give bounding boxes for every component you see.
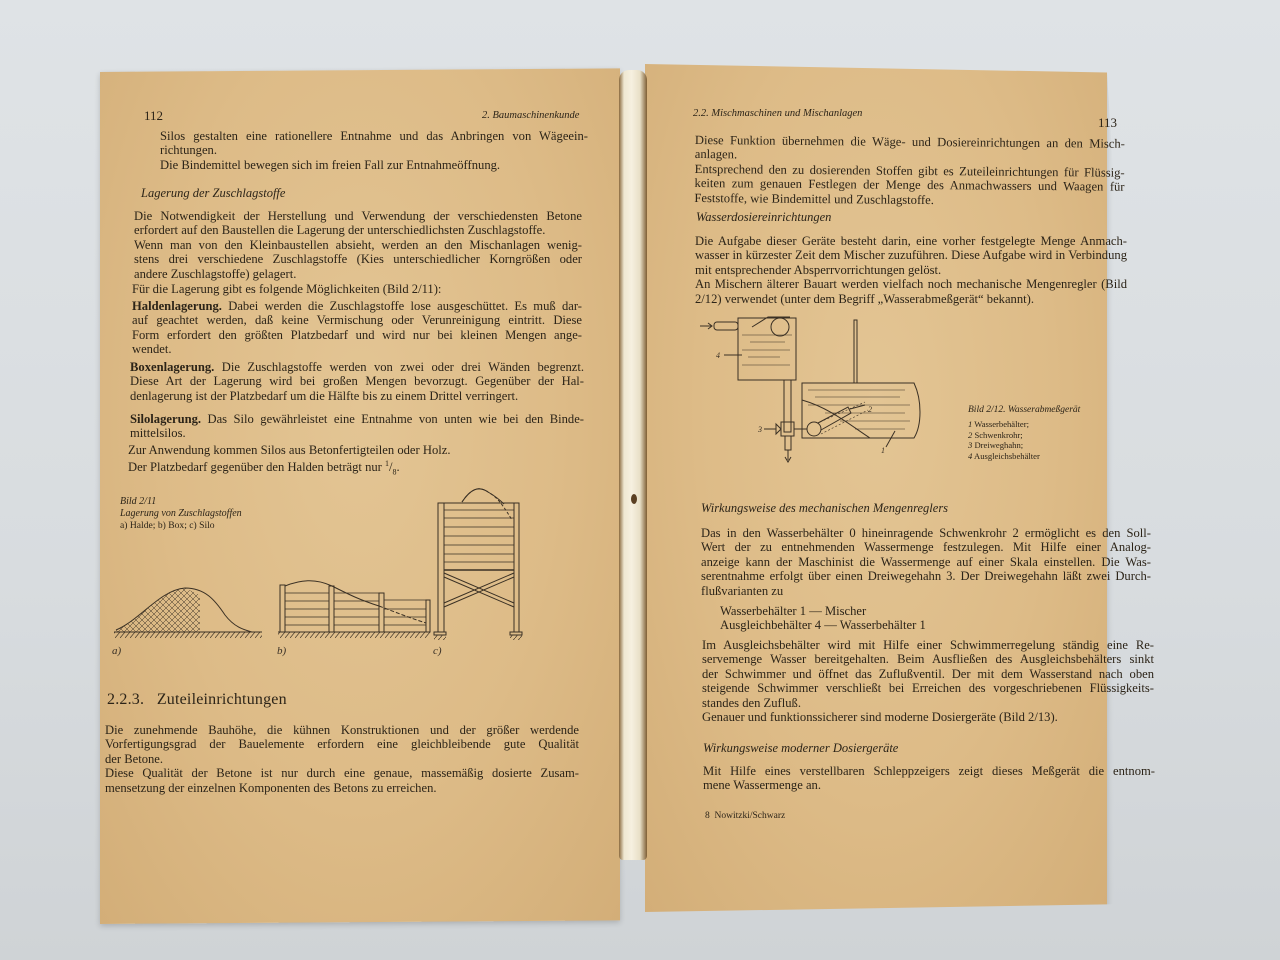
section-title: Zuteileinrichtungen	[156, 691, 287, 708]
section-number: 2.2.3.	[107, 691, 145, 708]
callout-2: 2	[868, 405, 872, 414]
paragraph-notwendigkeit: Die Notwendigkeit der Herstellung und Verwendung der verschiedensten Betone erfordert auf den Baustellen die Lagerung der unterschiedlichsten Zuschlagstoffe. Wenn man von den Kleinbaustellen absieht, werden an den Mischanlagen wenig- stens drei verschiedene Zuschlagstoffe (Kies unterschiedlicher Korngrößen oder andere Zuschlagstoffe) gelagert.	[134, 209, 582, 281]
paragraph-silolagerung: Silolagerung. Das Silo gewährleistet eine Entnahme von unten wie bei den Binde- mittelsilos.	[130, 412, 584, 441]
page-number-left: 112	[144, 108, 164, 123]
legend-item-4: 4 Ausgleichsbehälter	[968, 450, 1040, 461]
figure-2-12-title: Bild 2/12. Wasserabmeßgerät	[968, 405, 1081, 415]
legend-item-2: 2 Schwenkrohr;	[968, 429, 1023, 440]
intro-paragraph: Silos gestalten eine rationellere Entnahme und das Anbringen von Wägeein- richtungen. Die Bindemittel bewegen sich im freien Fall zur Entnahmeöffnung.	[160, 129, 588, 172]
paragraph-funktion: Diese Funktion übernehmen die Wäge- und Dosiereinrichtungen an den Misch- anlagen. Entsprechend den zu dosierenden Stoffen gibt es Zuteileinrichtungen für Flüssig- keiten zum genauen Festlegen der Menge des Anmachwassers und Waagen für Feststoffe, wie Bindemittel und Zuschlagstoffe.	[694, 133, 1125, 207]
paragraph-schwenkrohr: Das in den Wasserbehälter 0 hineinragende Schwenkrohr 2 ermöglicht es den Soll- Wert der zu entnehmenden Wassermenge festzulegen. Mit Hilfe einer Analog- anzeige kann der Maschinist die Wassermenge auf einer Skala einstellen. Die Was- serentnahme erfolgt über einen Dreiwegehahn 3. Der Dreiwegehahn läßt zwei Durch- flußvarianten zu	[701, 526, 1151, 598]
spine-hole	[631, 494, 637, 504]
callout-4: 4	[716, 351, 720, 360]
paragraph-moeglichkeiten: Für die Lagerung gibt es folgende Möglichkeiten (Bild 2/11):	[132, 282, 442, 296]
figure-label-a: a)	[112, 645, 122, 657]
section-heading	[107, 691, 287, 709]
signature-mark: 8 Nowitzki/Schwarz	[705, 811, 786, 821]
page-number-right: 113	[1098, 115, 1118, 130]
figure-label-b: b)	[277, 645, 287, 657]
paragraph-silos-holz: Zur Anwendung kommen Silos aus Betonfertigteilen oder Holz. Der Platzbedarf gegenüber den Halden beträgt nur $^1/_8$.	[128, 443, 451, 478]
paragraph-boxenlagerung: Boxenlagerung. Die Zuschlagstoffe werden von zwei oder drei Wänden begrenzt. Diese Art der Lagerung wird bei großen Mengen bevorzugt. Gegenüber der Hal- denlagerung ist der Platzbedarf um die Hälfte bis zu einem Drittel verringert.	[130, 360, 584, 403]
book-spine	[619, 70, 647, 860]
figure-2-11-caption: Bild 2/11 Lagerung von Zuschlagstoffen a) Halde; b) Box; c) Silo	[120, 496, 242, 531]
flow-variant: Wasserbehälter 1 — Mischer	[720, 604, 867, 618]
legend-item-1: 1 Wasserbehälter;	[968, 419, 1029, 429]
figure-2-12-drawing	[690, 310, 970, 480]
paragraph-bauhoehe: Die zunehmende Bauhöhe, die kühnen Konstruktionen und der größer werdende Vorfertigungsgrad der Bauelemente erfordern eine gleichbleibende gute Qualität der Betone. Diese Qualität der Betone ist nur durch eine genaue, massemäßig dosierte Zusam- mensetzung der einzelnen Komponenten des Betons zu erreichen.	[105, 723, 579, 795]
subheading-lagerung: Lagerung der Zuschlagstoffe	[141, 186, 286, 200]
subheading-modern: Wirkungsweise moderner Dosiergeräte	[703, 741, 899, 755]
figure-label-c: c)	[433, 645, 442, 657]
paragraph-ausgleichsbehaelter: Im Ausgleichsbehälter wird mit Hilfe einer Schwimmerregelung ständig eine Re- servemenge Wasser bereitgehalten. Beim Ausfließen des Ausgleichsbehälters sinkt der Schwimmer und öffnet das Zuflußventil. Der mit dem Wasserstand nach oben steigende Schwimmer verschließt bei Erreichen des vorgeschriebenen Flüssigkeits- standes den Zufluß. Genauer und funktionssicherer sind moderne Dosiergeräte (Bild 2/13).	[702, 638, 1154, 725]
callout-1: 1	[881, 446, 885, 455]
figure-2-12-caption	[968, 404, 1080, 461]
legend-item-3: 3 Dreiweghahn;	[968, 440, 1024, 450]
term-boxenlagerung: Boxenlagerung.	[130, 360, 215, 374]
paragraph-schleppzeiger: Mit Hilfe eines verstellbaren Schleppzeigers zeigt dieses Meßgerät die entnom- mene Wassermenge an.	[703, 764, 1155, 793]
flow-variants-list	[720, 604, 1020, 633]
subheading-mechanisch: Wirkungsweise des mechanischen Mengenreglers	[701, 501, 949, 515]
running-head-right: 2.2. Mischmaschinen und Mischanlagen	[693, 108, 863, 119]
term-silolagerung: Silolagerung.	[130, 412, 202, 426]
paragraph-aufgabe: Die Aufgabe dieser Geräte besteht darin, eine vorher festgelegte Menge Anmach- wasser in kürzester Zeit dem Mischer zuzuführen. Diese Aufgabe wird in Verbindung mit entsprechender Absperrvorrichtungen gelöst. An Mischern älterer Bauart werden vielfach noch mechanische Mengenregler (Bild 2/12) verwendet (unter dem Begriff „Wasserabmeßgerät“ bekannt).	[695, 234, 1127, 306]
figure-2-11-drawing	[100, 470, 600, 670]
paragraph-haldenlagerung: Haldenlagerung. Dabei werden die Zuschlagstoffe lose ausgeschüttet. Es muß dar- auf geachtet werden, daß keine Vermischung oder Verunreinigung eintritt. Diese Form erfordert den größten Platzbedarf und wird nur bei kleinen Mengen ange- wendet.	[132, 299, 582, 357]
term-haldenlagerung: Haldenlagerung.	[132, 299, 222, 313]
callout-3: 3	[758, 425, 762, 434]
subheading-wasserdosier: Wasserdosiereinrichtungen	[696, 210, 832, 224]
flow-variant: Ausgleichbehälter 4 — Wasserbehälter 1	[720, 618, 926, 633]
running-head-left: 2. Baumaschinenkunde	[482, 110, 580, 121]
